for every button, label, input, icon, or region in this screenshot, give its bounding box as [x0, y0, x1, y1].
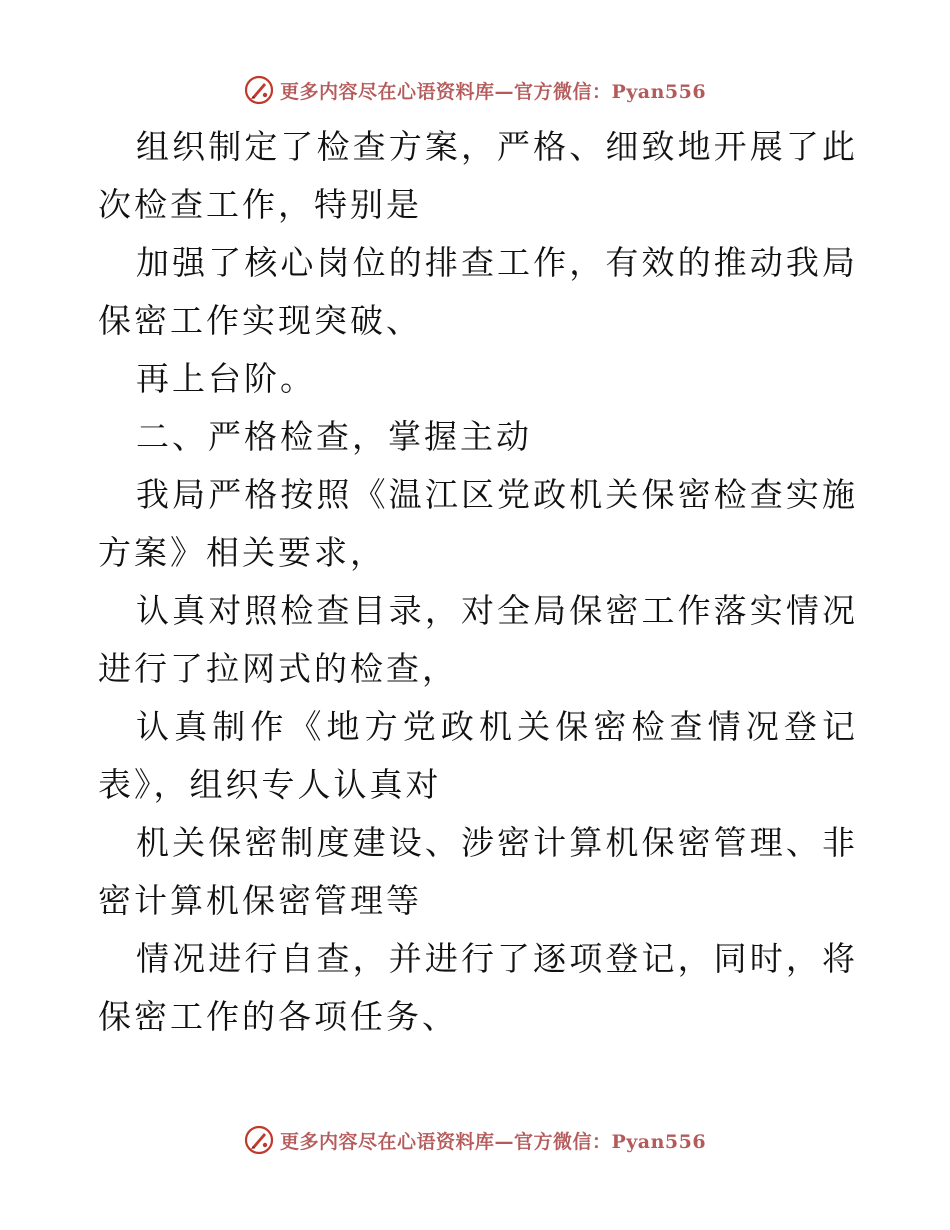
quill-seal-icon — [244, 75, 274, 105]
paragraph: 认真制作《地方党政机关保密检查情况登记表》，组织专人认真对 — [98, 707, 858, 804]
paragraph: 加强了核心岗位的排查工作，有效的推动我局保密工作实现突破、 — [98, 243, 858, 340]
header-watermark-text: 更多内容尽在心语资料库—官方微信：Pyan556 — [279, 80, 707, 103]
paragraph: 情况进行自查，并进行了逐项登记，同时，将保密工作的各项任务、 — [98, 939, 858, 1036]
paragraph: 认真对照检查目录，对全局保密工作落实情况进行了拉网式的检查， — [98, 591, 858, 688]
quill-seal-icon — [244, 1125, 274, 1155]
paragraph: 机关保密制度建设、涉密计算机保密管理、非密计算机保密管理等 — [98, 823, 858, 920]
footer-watermark-text: 更多内容尽在心语资料库—官方微信：Pyan556 — [279, 1130, 707, 1153]
paragraph: 再上台阶。 — [136, 359, 316, 398]
footer-watermark-banner — [0, 1120, 950, 1160]
section-heading: 二、严格检查，掌握主动 — [136, 417, 532, 456]
paragraph: 我局严格按照《温江区党政机关保密检查实施方案》相关要求， — [98, 475, 858, 572]
header-watermark-banner — [0, 70, 950, 110]
document-body — [98, 118, 858, 1046]
paragraph: 组织制定了检查方案，严格、细致地开展了此次检查工作，特别是 — [98, 127, 858, 224]
